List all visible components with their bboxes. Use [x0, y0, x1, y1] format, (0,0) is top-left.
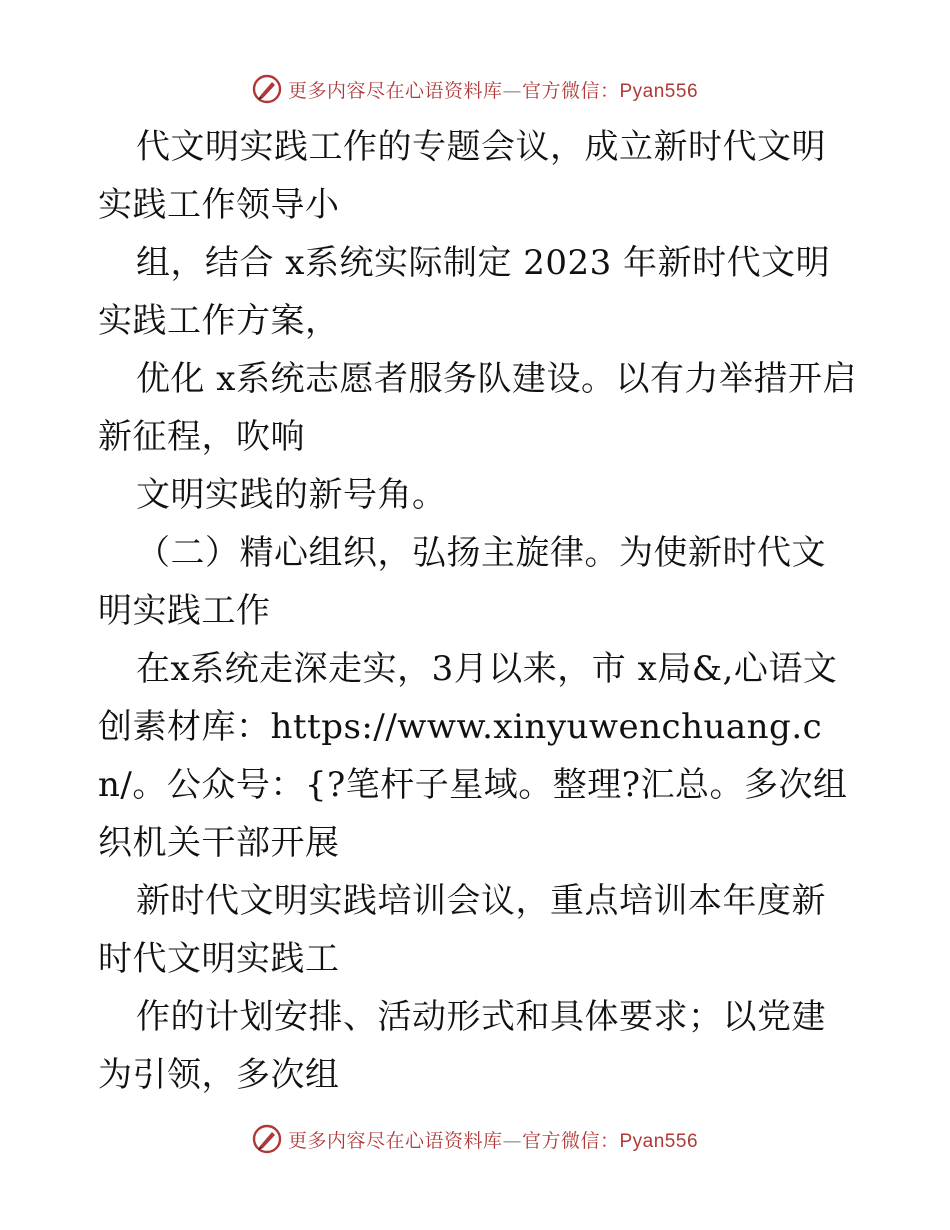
footer-banner — [0, 1122, 950, 1156]
paragraph: 组，结合 x系统实际制定 2023 年新时代文明实践工作方案， — [98, 243, 831, 341]
header-banner-cn: 更多内容尽在心语资料库 — [287, 79, 503, 102]
footer-banner-label: 官方微信： — [521, 1129, 620, 1152]
quill-pen-logo-icon — [252, 1124, 282, 1154]
paragraph: 代文明实践工作的专题会议，成立新时代文明实践工作领导小 — [98, 127, 826, 225]
footer-banner-cn: 更多内容尽在心语资料库 — [287, 1129, 503, 1152]
paragraph: （二）精心组织，弘扬主旋律。为使新时代文明实践工作 — [98, 533, 826, 631]
header-banner-label: 官方微信： — [521, 79, 620, 102]
quill-pen-logo-icon — [252, 74, 282, 104]
paragraph: 优化 x系统志愿者服务队建设。以有力举措开启新征程，吹响 — [98, 359, 857, 457]
footer-banner-sep: — — [502, 1129, 522, 1152]
header-banner-sep: — — [502, 79, 522, 102]
paragraph: 作的计划安排、活动形式和具体要求；以党建为引领，多次组 — [98, 997, 826, 1095]
footer-banner-text — [288, 1126, 698, 1153]
header-banner-id: Pyan556 — [619, 80, 699, 102]
document-body — [98, 118, 858, 1104]
header-banner-text — [288, 76, 698, 103]
paragraph: 文明实践的新号角。 — [136, 475, 447, 515]
paragraph: 新时代文明实践培训会议，重点培训本年度新时代文明实践工 — [98, 881, 826, 979]
header-banner — [0, 72, 950, 106]
paragraph: 在x系统走深走实，3月以来，市 x局&,心语文创素材库：https://www.xinyuwenchuang.cn/。公众号：{?笔杆子星域。整理?汇总。多次组织机关干部开展 — [98, 649, 848, 863]
footer-banner-id: Pyan556 — [619, 1130, 699, 1152]
